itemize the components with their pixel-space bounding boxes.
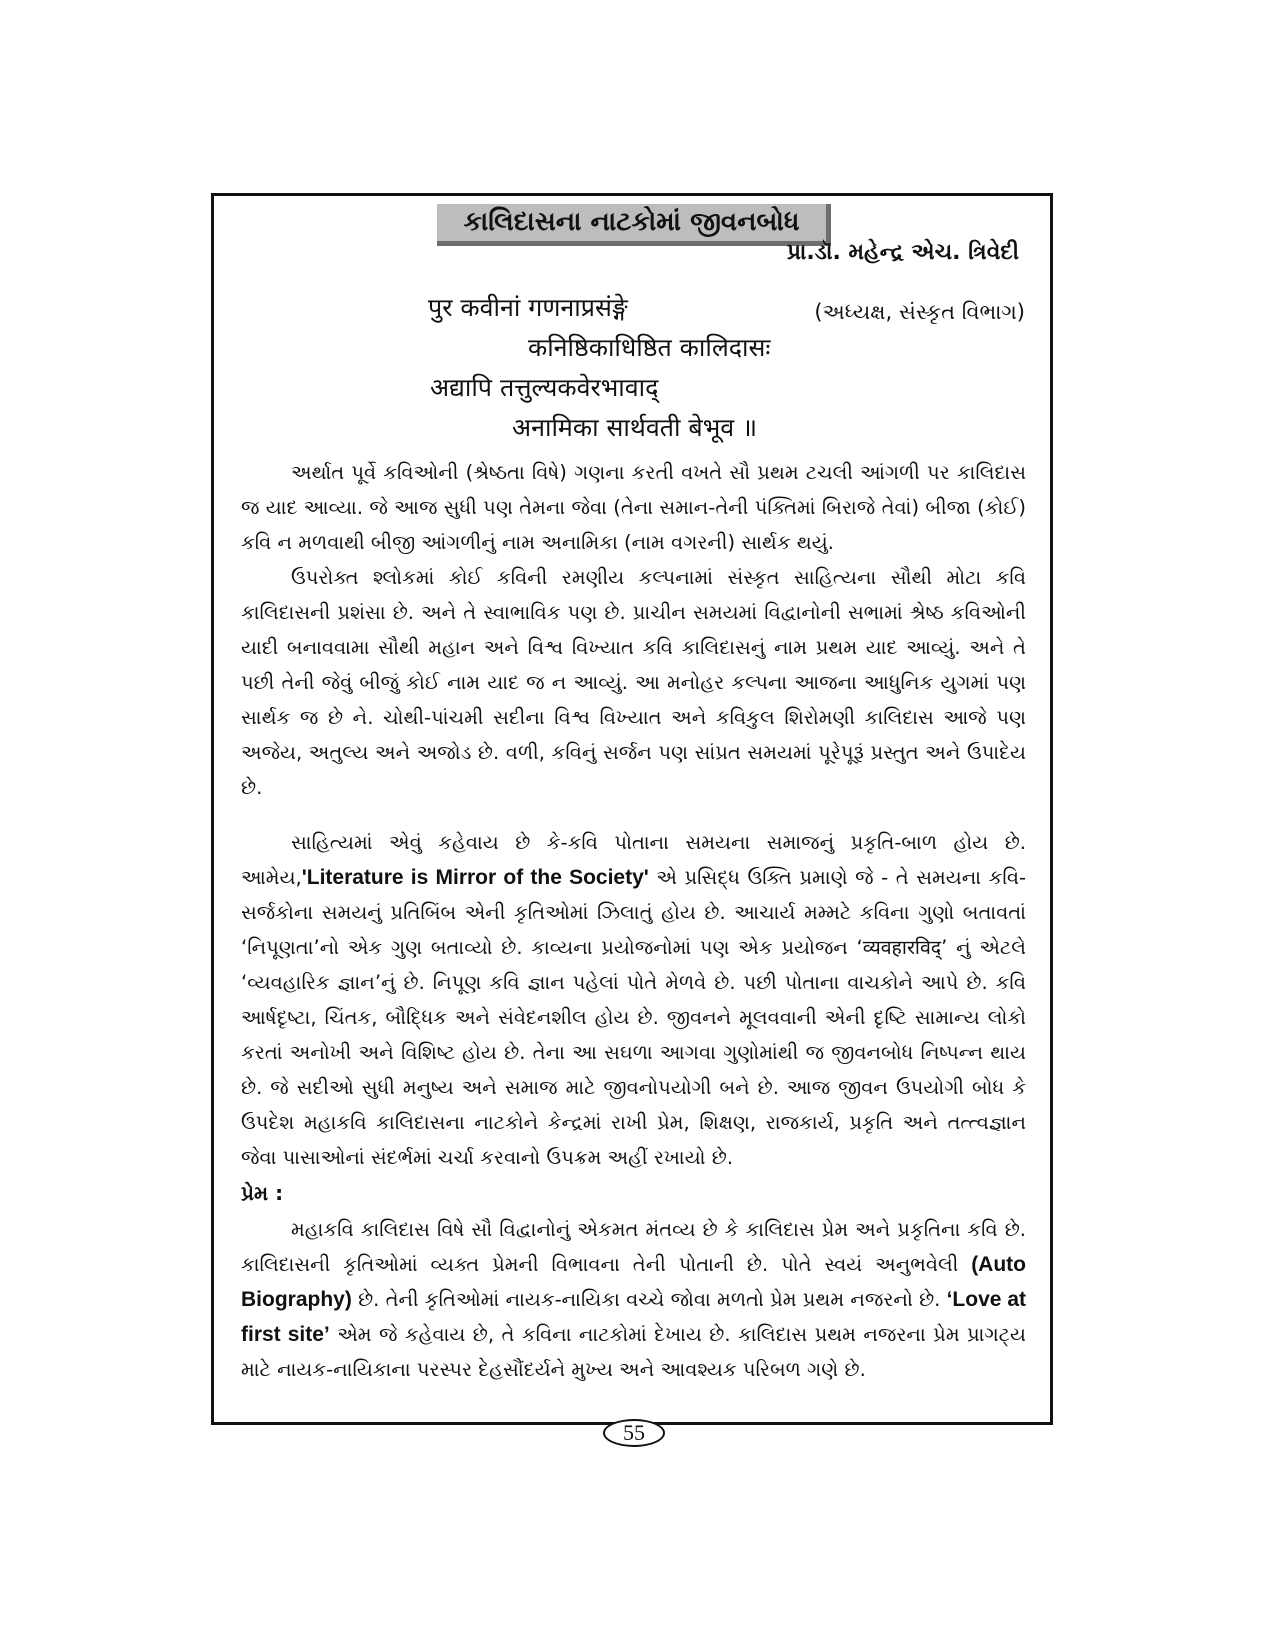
paragraph-3 <box>241 825 1026 1175</box>
article-title: કાલિદાસના નાટકોમાં જીવનબોધ <box>437 204 831 246</box>
author-name: પ્રા.ડૉ. મહેન્દ્ર એચ. ત્રિવેદી <box>786 240 1019 265</box>
paragraph-4-block <box>241 1212 1026 1387</box>
paragraph-3-part-2: એ પ્રસિદ્ધ ઉક્તિ પ્રમાણે જે - તે સમયના કવિ-સર્જકોના સમયનું પ્રતિબિંબ એની કૃતિઓમાં ઝિલાતું હોય છે. આચાર્ય મમ્મટે કવિના ગુણો બતાવતાં ‘નિપૂણતા’નો એક ગુણ બતાવ્યો છે. કાવ્યના પ્રયોજનોમાં પણ એક પ્રયોજન ‘व्यवहारविद्’ નું એટલે ‘વ્યવહારિક જ્ઞાન’નું છે. નિપૂણ કવિ જ્ઞાન પહેલાં પોતે મેળવે છે. પછી પોતાના વાચકોને આપે છે. કવિ આર્ષદૃષ્ટા, ચિંતક, બૌદ્ધિક અને સંવેદનશીલ હોય છે. જીવનને મૂલવવાની એની દૃષ્ટિ સામાન્ય લોકો કરતાં અનોખી અને વિશિષ્ટ હોય છે. તેના આ સઘળા આગવા ગુણોમાંથી જ જીવનબોધ નિષ્પન્ન થાય છે. જે સદીઓ સુધી મનુષ્ય અને સમાજ માટે જીવનોપયોગી બને છે. આજ જીવન ઉપયોગી બોધ કે ઉપદેશ મહાકવિ કાલિદાસના નાટકોને કેન્દ્રમાં રાખી પ્રેમ, શિક્ષણ, રાજકાર્ય, પ્રકૃતિ અને તત્ત્વજ્ઞાન જેવા પાસાઓનાં સંદર્ભમાં ચર્ચા કરવાનો ઉપક્રમ અહીં રખાયો છે. <box>241 866 1026 1169</box>
paragraph-1: અર્થાત પૂર્વે કવિઓની (શ્રેષ્ઠતા વિષે) ગણના કરતી વખતે સૌ પ્રથમ ટચલી આંગળી પર કાલિદાસ જ યાદ આવ્યા. જે આજ સુધી પણ તેમના જેવા (તેના સમાન-તેની પંક્તિમાં બિરાજે તેવાં) બીજા (કોઈ) કવિ ન મળવાથી બીજી આંગળીનું નામ અનામિકા (નામ વગરની) સાર્થક થયું. <box>241 461 1026 554</box>
page-number: 55 <box>603 1419 665 1447</box>
paragraph-3-part-1: સાહિત્યમાં એવું કહેવાય છે કે-કવિ પોતાના સમયના સમાજનું પ્રકૃતિ-બાળ હોય છે. આમેય, <box>241 831 1026 889</box>
love-at-first-site-quote: ‘Love at first site’ <box>241 1288 1026 1346</box>
verse-line-4: अनामिका सार्थवती बेभूव ॥ <box>512 413 758 442</box>
paragraph-4 <box>241 1212 1026 1387</box>
verse-line-1: पुर कवीनां गणनाप्रसंङ्गे <box>428 293 628 322</box>
paragraph-2: ઉપરોક્ત શ્લોકમાં કોઈ કવિની રમણીય કલ્પનામાં સંસ્કૃત સાહિત્યના સૌથી મોટા કવિ કાલિદાસની પ્રશંસા છે. અને તે સ્વાભાવિક પણ છે. પ્રાચીન સમયમાં વિદ્વાનોની સભામાં શ્રેષ્ઠ કવિઓની યાદી બનાવવામા સૌથી મહાન અને વિશ્વ વિખ્યાત કવિ કાલિદાસનું નામ પ્રથમ યાદ આવ્યું. અને તે પછી તેની જેવું બીજું કોઈ નામ યાદ જ ન આવ્યું. આ મનોહર કલ્પના આજના આધુનિક યુગમાં પણ સાર્થક જ છે ને. ચોથી-પાંચમી સદીના વિશ્વ વિખ્યાત અને કવિકુલ શિરોમણી કાલિદાસ આજે પણ અજેય, અતુલ્ય અને અજોડ છે. વળી, કવિનું સર્જન પણ સાંપ્રત સમયમાં પૂરેપૂરૂં પ્રસ્તુત અને ઉપાદેય છે. <box>241 566 1026 799</box>
paragraph-4-part-1: મહાકવિ કાલિદાસ વિષે સૌ વિદ્વાનોનું એકમત મંતવ્ય છે કે કાલિદાસ પ્રેમ અને પ્રકૃતિના કવિ છે. કાલિદાસની કૃતિઓમાં વ્યક્ત પ્રેમની વિભાવના તેની પોતાની છે. પોતે સ્વયં અનુભવેલી <box>241 1218 1026 1276</box>
author-department: (અધ્યક્ષ, સંસ્કૃત વિભાગ) <box>814 300 1025 324</box>
paragraph-4-part-3: એમ જે કહેવાય છે, તે કવિના નાટકોમાં દેખાય છે. કાલિદાસ પ્રથમ નજરના પ્રેમ પ્રાગટ્ય માટે નાયક-નાયિકાના પરસ્પર દેહસૌંદર્યને મુખ્ય અને આવશ્યક પરિબળ ગણે છે. <box>241 1323 1027 1381</box>
autobiography-term: (Auto Biography) <box>241 1253 1026 1311</box>
section-heading-prem: પ્રેમ : <box>241 1181 284 1205</box>
paragraph-3-block <box>241 825 1026 1175</box>
verse-line-3: अद्यापि तत्तुल्यकवेरभावाद् <box>430 373 659 402</box>
intro-paragraphs <box>241 455 1026 805</box>
verse-line-2: कनिष्ठिकाधिष्ठित कालिदासः <box>528 333 771 362</box>
literature-quote: 'Literature is Mirror of the Society' <box>301 866 649 889</box>
paragraph-4-part-2: છે. તેની કૃતિઓમાં નાયક-નાયિકા વચ્ચે જોવા મળતો પ્રેમ પ્રથમ નજરનો છે. <box>351 1288 947 1311</box>
